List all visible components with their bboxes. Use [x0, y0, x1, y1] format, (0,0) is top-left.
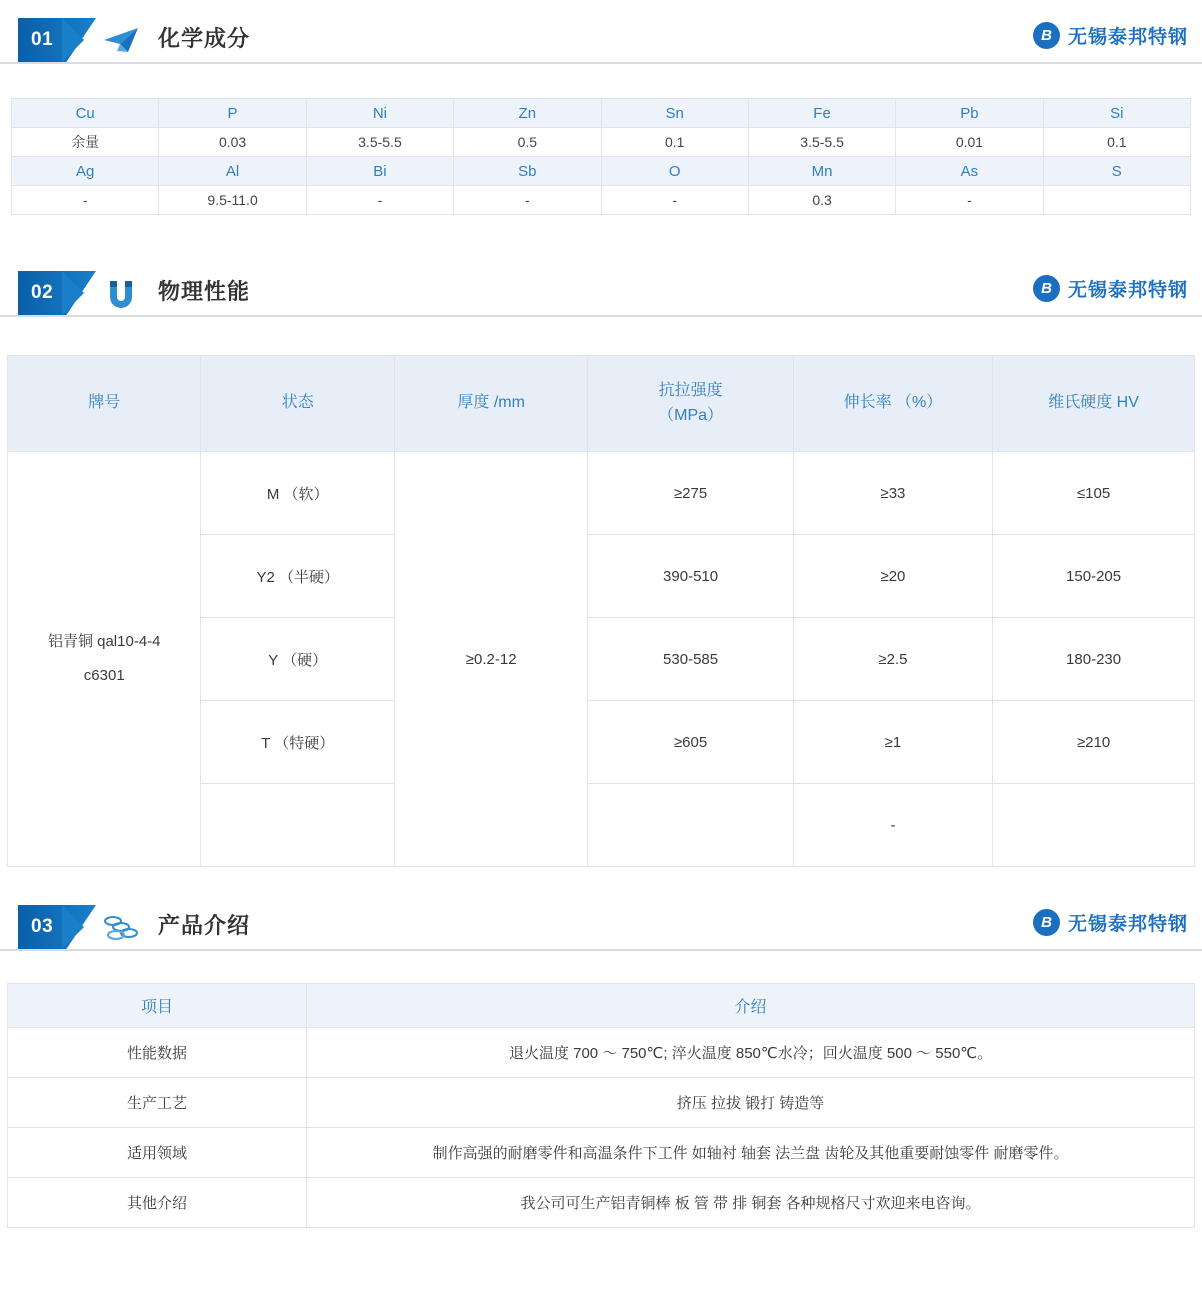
coils-icon: [100, 907, 142, 949]
intro-desc-process: 挤压 拉拔 锻打 铸造等: [307, 1078, 1195, 1128]
table-row: [8, 1028, 1195, 1078]
section-arrow-shape: [62, 271, 84, 315]
chem-value-fe: 3.5-5.5: [748, 128, 895, 157]
chem-header-cu: Cu: [12, 99, 159, 128]
section-title: 物理性能: [158, 279, 251, 304]
chem-header-s: S: [1043, 157, 1190, 186]
section-title: 化学成分: [158, 26, 251, 51]
phys-elongation-empty: -: [793, 784, 992, 867]
phys-hardness-y2: 150-205: [993, 535, 1195, 618]
phys-elongation-t: ≥1: [793, 701, 992, 784]
intro-header-desc: 介绍: [307, 984, 1195, 1028]
table-row: [12, 186, 1191, 215]
phys-hardness-m: ≤105: [993, 452, 1195, 535]
phys-header-grade: 牌号: [8, 356, 201, 452]
phys-grade-cell: [8, 452, 201, 867]
section-number-background: [18, 271, 96, 315]
chem-header-p: P: [159, 99, 306, 128]
phys-elongation-y: ≥2.5: [793, 618, 992, 701]
chem-value-si: 0.1: [1043, 128, 1190, 157]
section-number-background: [18, 18, 96, 62]
section-title: 产品介绍: [158, 913, 251, 938]
chem-header-as: As: [896, 157, 1043, 186]
chem-value-mn: 0.3: [748, 186, 895, 215]
chem-header-al: Al: [159, 157, 306, 186]
section-header-physical: [0, 253, 1202, 325]
table-row: [8, 1178, 1195, 1228]
intro-item-application: 适用领域: [8, 1128, 307, 1178]
chem-header-zn: Zn: [454, 99, 601, 128]
section-divider: [0, 62, 1202, 64]
chem-header-mn: Mn: [748, 157, 895, 186]
phys-header-tensile-line2: （MPa）: [658, 406, 724, 424]
intro-header-item: 项目: [8, 984, 307, 1028]
phys-hardness-t: ≥210: [993, 701, 1195, 784]
section-header-chemistry: [0, 0, 1202, 72]
section-arrow-shape: [62, 18, 84, 62]
brand-mark-icon: B: [1033, 275, 1060, 302]
phys-grade-line1: 铝青铜 qal10-4-4: [47, 632, 161, 650]
chem-header-sb: Sb: [454, 157, 601, 186]
chemistry-table: [11, 98, 1191, 215]
phys-tensile-y2: 390-510: [588, 535, 793, 618]
phys-header-hardness: 维氏硬度 HV: [993, 356, 1195, 452]
chem-header-ni: Ni: [306, 99, 453, 128]
chem-value-bi: -: [306, 186, 453, 215]
phys-tensile-y: 530-585: [588, 618, 793, 701]
spacer: [0, 867, 1202, 887]
brand-logo: [1033, 275, 1188, 302]
phys-grade-line2: c6301: [83, 667, 125, 684]
chem-header-fe: Fe: [748, 99, 895, 128]
phys-state-y2: Y2 （半硬）: [201, 535, 394, 618]
table-row: [12, 128, 1191, 157]
phys-state-empty: [201, 784, 394, 867]
chem-value-zn: 0.5: [454, 128, 601, 157]
brand-mark-icon: B: [1033, 909, 1060, 936]
chem-header-o: O: [601, 157, 748, 186]
table-row: [12, 157, 1191, 186]
chem-value-al: 9.5-11.0: [159, 186, 306, 215]
magnet-icon: [100, 273, 142, 315]
chem-value-pb: 0.01: [896, 128, 1043, 157]
section-header-intro: [0, 887, 1202, 959]
chem-value-cu: 余量: [12, 128, 159, 157]
intro-desc-application: 制作高强的耐磨零件和高温条件下工件 如轴衬 轴套 法兰盘 齿轮及其他重要耐蚀零件 耐磨零件。: [307, 1128, 1195, 1178]
section-divider: [0, 315, 1202, 317]
table-header-row: [8, 984, 1195, 1028]
section-number-badge: [18, 905, 96, 949]
chem-header-bi: Bi: [306, 157, 453, 186]
section-divider: [0, 949, 1202, 951]
phys-state-y: Y （硬）: [201, 618, 394, 701]
phys-header-elongation: 伸长率 （%）: [793, 356, 992, 452]
intro-item-other: 其他介绍: [8, 1178, 307, 1228]
phys-header-tensile-line1: 抗拉强度: [658, 381, 723, 399]
section-number-badge: [18, 18, 96, 62]
phys-hardness-y: 180-230: [993, 618, 1195, 701]
phys-hardness-empty: [993, 784, 1195, 867]
phys-tensile-empty: [588, 784, 793, 867]
phys-header-tensile: [588, 356, 793, 452]
product-intro-table: [7, 983, 1195, 1228]
chem-value-sn: 0.1: [601, 128, 748, 157]
phys-elongation-m: ≥33: [793, 452, 992, 535]
section-number-background: [18, 905, 96, 949]
brand-name: 无锡泰邦特钢: [1067, 27, 1188, 48]
table-row: [8, 452, 1195, 535]
phys-tensile-t: ≥605: [588, 701, 793, 784]
chem-header-si: Si: [1043, 99, 1190, 128]
phys-state-m: M （软）: [201, 452, 394, 535]
brand-name: 无锡泰邦特钢: [1067, 280, 1188, 301]
section-number: 02: [31, 282, 54, 303]
intro-item-performance: 性能数据: [8, 1028, 307, 1078]
section-number: 01: [31, 29, 54, 50]
table-row: [8, 1078, 1195, 1128]
section-number: 03: [31, 916, 54, 937]
chem-value-sb: -: [454, 186, 601, 215]
intro-item-process: 生产工艺: [8, 1078, 307, 1128]
paper-plane-icon: [100, 20, 142, 62]
chem-value-o: -: [601, 186, 748, 215]
intro-desc-performance: 退火温度 700 ～ 750℃; 淬火温度 850℃水冷；回火温度 500 ～ 550℃。: [307, 1028, 1195, 1078]
chem-header-ag: Ag: [12, 157, 159, 186]
chem-value-s: [1043, 186, 1190, 215]
chem-value-ag: -: [12, 186, 159, 215]
brand-logo: [1033, 22, 1188, 49]
section-number-badge: [18, 271, 96, 315]
chem-value-p: 0.03: [159, 128, 306, 157]
phys-tensile-m: ≥275: [588, 452, 793, 535]
phys-header-thickness: 厚度 /mm: [394, 356, 587, 452]
physical-properties-table: [7, 355, 1195, 867]
spacer: [0, 215, 1202, 253]
phys-header-state: 状态: [201, 356, 394, 452]
chem-value-ni: 3.5-5.5: [306, 128, 453, 157]
table-header-row: [8, 356, 1195, 452]
brand-name: 无锡泰邦特钢: [1067, 914, 1188, 935]
phys-thickness-cell: ≥0.2-12: [394, 452, 587, 867]
brand-mark-icon: B: [1033, 22, 1060, 49]
chem-header-sn: Sn: [601, 99, 748, 128]
section-arrow-shape: [62, 905, 84, 949]
chem-value-as: -: [896, 186, 1043, 215]
chem-header-pb: Pb: [896, 99, 1043, 128]
intro-desc-other: 我公司可生产铝青铜棒 板 管 带 排 铜套 各种规格尺寸欢迎来电咨询。: [307, 1178, 1195, 1228]
brand-logo: [1033, 909, 1188, 936]
table-row: [8, 1128, 1195, 1178]
phys-state-t: T （特硬）: [201, 701, 394, 784]
phys-elongation-y2: ≥20: [793, 535, 992, 618]
table-row: [12, 99, 1191, 128]
